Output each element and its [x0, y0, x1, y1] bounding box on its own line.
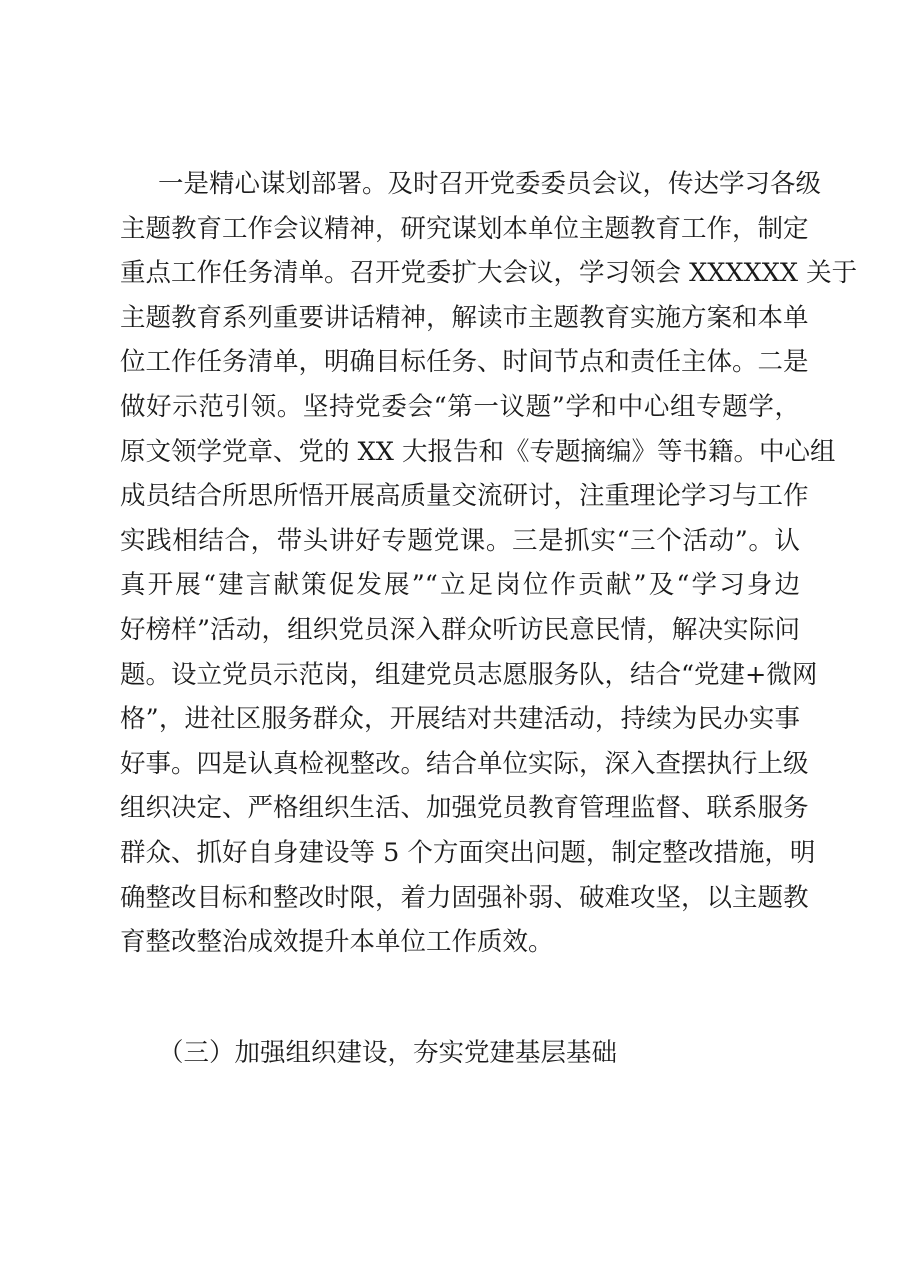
body-paragraph	[120, 162, 858, 965]
paragraph-line-4: 主题教育系列重要讲话精神，解读市主题教育实施方案和本单	[120, 302, 809, 333]
paragraph-line-7: 原文领学党章、党的 XX 大报告和《专题摘编》等书籍。中心组	[120, 436, 836, 467]
paragraph-line-16: 群众、抓好自身建设等 5 个方面突出问题，制定整改措施，明	[120, 837, 816, 868]
paragraph-line-8: 成员结合所思所悟开展高质量交流研讨，注重理论学习与工作	[120, 481, 809, 512]
paragraph-line-14: 好事。四是认真检视整改。结合单位实际，深入查摆执行上级	[120, 748, 809, 779]
paragraph-line-17: 确整改目标和整改时限，着力固强补弱、破难攻坚，以主题教	[120, 882, 809, 913]
paragraph-line-15: 组织决定、严格组织生活、加强党员教育管理监督、联系服务	[120, 793, 809, 824]
paragraph-line-2: 主题教育工作会议精神，研究谋划本单位主题教育工作，制定	[120, 213, 809, 244]
paragraph-line-3: 重点工作任务清单。召开党委扩大会议，学习领会 XXXXXX 关于	[120, 258, 858, 289]
paragraph-line-1: 一是精心谋划部署。及时召开党委委员会议，传达学习各级	[158, 169, 822, 199]
paragraph-line-6: 做好示范引领。坚持党委会“第一议题”学和中心组专题学，	[120, 391, 800, 422]
paragraph-line-5: 位工作任务清单，明确目标任务、时间节点和责任主体。二是	[120, 347, 809, 378]
paragraph-line-13: 格”，进社区服务群众，开展结对共建活动，持续为民办实事	[120, 704, 800, 735]
section-heading: （三）加强组织建设，夯实党建基层基础	[158, 1038, 618, 1068]
paragraph-line-12: 题。设立党员示范岗，组建党员志愿服务队，结合“党建+微网	[120, 659, 818, 690]
paragraph-line-10: 真开展“建言献策促发展”“立足岗位作贡献”及“学习身边	[120, 570, 800, 601]
paragraph-line-18: 育整改整治成效提升本单位工作质效。	[120, 927, 554, 958]
paragraph-line-9: 实践相结合，带头讲好专题党课。三是抓实“三个活动”。认	[120, 525, 800, 556]
paragraph-line-11: 好榜样”活动，组织党员深入群众听访民意民情，解决实际问	[120, 614, 800, 645]
